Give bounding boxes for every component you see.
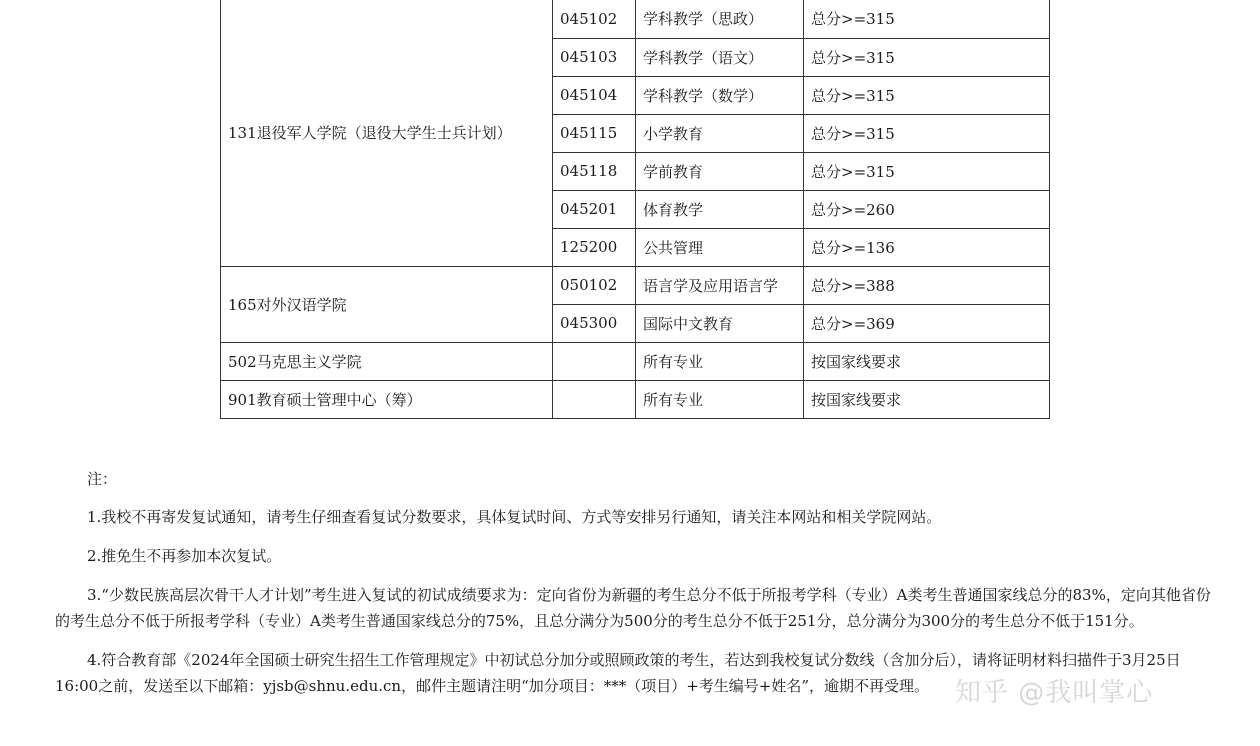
score-requirement-cell: 总分>=315 xyxy=(804,38,1050,76)
college-cell: 502马克思主义学院 xyxy=(221,342,553,380)
score-requirement-cell: 总分>=388 xyxy=(804,266,1050,304)
major-code-cell: 045115 xyxy=(553,114,636,152)
major-name-cell: 学科教学（语文） xyxy=(636,38,804,76)
score-requirement-cell: 按国家线要求 xyxy=(804,380,1050,418)
score-requirement-cell: 总分>=136 xyxy=(804,228,1050,266)
major-name-cell: 体育教学 xyxy=(636,190,804,228)
major-name-cell: 所有专业 xyxy=(636,380,804,418)
score-requirement-cell: 总分>=315 xyxy=(804,0,1050,38)
score-requirement-cell: 总分>=260 xyxy=(804,190,1050,228)
major-name-cell: 学科教学（思政） xyxy=(636,0,804,38)
zhihu-watermark: 知乎 @我叫掌心 xyxy=(955,678,1154,708)
major-code-cell: 045300 xyxy=(553,304,636,342)
major-code-cell: 045201 xyxy=(553,190,636,228)
major-code-cell xyxy=(553,380,636,418)
score-requirement-cell: 总分>=315 xyxy=(804,76,1050,114)
major-code-cell: 050102 xyxy=(553,266,636,304)
table-row xyxy=(221,380,1050,418)
table-row xyxy=(221,0,1050,38)
table-row xyxy=(221,342,1050,380)
major-name-cell: 学前教育 xyxy=(636,152,804,190)
score-requirement-cell: 总分>=369 xyxy=(804,304,1050,342)
score-requirement-cell: 总分>=315 xyxy=(804,114,1050,152)
major-code-cell: 045102 xyxy=(553,0,636,38)
major-name-cell: 学科教学（数学） xyxy=(636,76,804,114)
major-name-cell: 公共管理 xyxy=(636,228,804,266)
major-code-cell: 045118 xyxy=(553,152,636,190)
college-cell: 901教育硕士管理中心（筹） xyxy=(221,380,553,418)
major-code-cell: 045103 xyxy=(553,38,636,76)
note-item: 4.符合教育部《2024年全国硕士研究生招生工作管理规定》中初试总分加分或照顾政策的考生，若达到我校复试分数线（含加分后），请将证明材料扫描件于3月25日16:00之前，发送至以下邮箱：yjsb@shnu.edu.cn，邮件主题请注明“加分项目：***（项目）+考生编号+姓名”，逾期不再受理。 xyxy=(55,651,1181,695)
score-requirement-cell: 按国家线要求 xyxy=(804,342,1050,380)
major-code-cell xyxy=(553,342,636,380)
note-item: 1.我校不再寄发复试通知，请考生仔细查看复试分数要求，具体复试时间、方式等安排另行通知，请关注本网站和相关学院网站。 xyxy=(87,508,942,526)
notes-section xyxy=(55,466,1215,712)
score-table xyxy=(220,0,1050,419)
note-item: 2.推免生不再参加本次复试。 xyxy=(87,547,282,565)
notes-heading: 注： xyxy=(87,470,118,488)
note-item: 3.“少数民族高层次骨干人才计划”考生进入复试的初试成绩要求为：定向省份为新疆的考生总分不低于所报考学科（专业）A类考生普通国家线总分的83%，定向其他省份的考生总分不低于所报考学科（专业）A类考生普通国家线总分的75%，且总分满分为500分的考生总分不低于251分，总分满分为300分的考生总分不低于151分。 xyxy=(55,586,1211,630)
college-cell: 131退役军人学院（退役大学生士兵计划） xyxy=(221,0,553,266)
major-name-cell: 小学教育 xyxy=(636,114,804,152)
major-name-cell: 国际中文教育 xyxy=(636,304,804,342)
major-name-cell: 所有专业 xyxy=(636,342,804,380)
major-code-cell: 045104 xyxy=(553,76,636,114)
major-code-cell: 125200 xyxy=(553,228,636,266)
score-requirement-cell: 总分>=315 xyxy=(804,152,1050,190)
table-row xyxy=(221,266,1050,304)
major-name-cell: 语言学及应用语言学 xyxy=(636,266,804,304)
college-cell: 165对外汉语学院 xyxy=(221,266,553,342)
